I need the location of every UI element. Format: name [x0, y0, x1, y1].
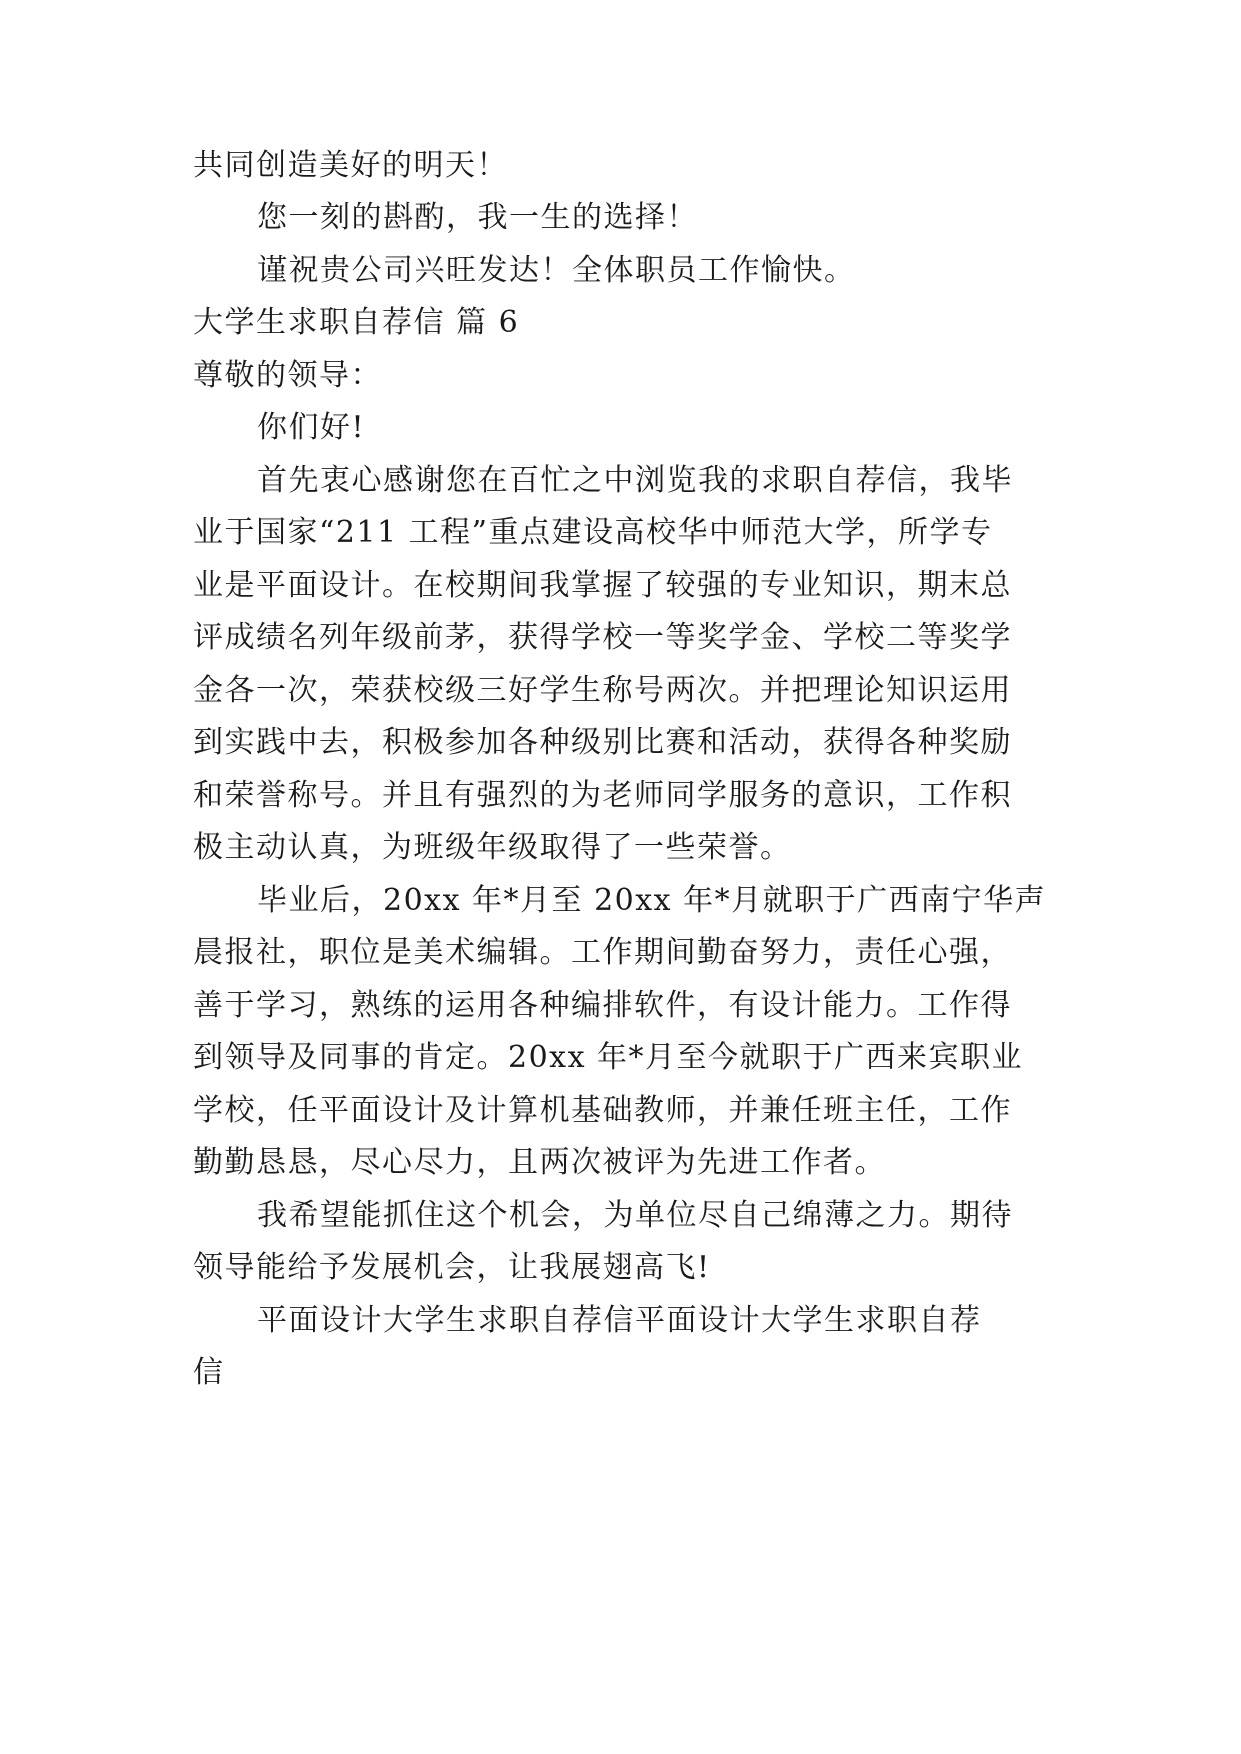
text-line: 金各一次，荣获校级三好学生称号两次。并把理论知识运用	[193, 673, 1012, 708]
text-line: 首先衷心感谢您在百忙之中浏览我的求职自荐信，我毕	[257, 463, 1013, 498]
text-line: 评成绩名列年级前茅，获得学校一等奖学金、学校二等奖学	[193, 620, 1012, 655]
text-line: 业是平面设计。在校期间我掌握了较强的专业知识，期末总	[193, 568, 1012, 603]
text-line: 勤勤恳恳，尽心尽力，且两次被评为先进工作者。	[193, 1145, 886, 1180]
text-line: 业于国家“211 工程”重点建设高校华中师范大学，所学专	[193, 515, 993, 550]
section-heading: 大学生求职自荐信 篇 6	[193, 305, 520, 340]
text-line: 毕业后，20xx 年*月至 20xx 年*月就职于广西南宁华声	[257, 883, 1047, 918]
text-line: 谨祝贵公司兴旺发达！全体职员工作愉快。	[257, 253, 856, 288]
text-line: 您一刻的斟酌，我一生的选择！	[257, 200, 698, 235]
text-line: 晨报社，职位是美术编辑。工作期间勤奋努力，责任心强，	[193, 935, 1012, 970]
text-line: 和荣誉称号。并且有强烈的为老师同学服务的意识，工作积	[193, 778, 1012, 813]
greeting: 你们好!	[257, 410, 366, 445]
salutation: 尊敬的领导：	[193, 358, 382, 393]
text-line: 我希望能抓住这个机会，为单位尽自己绵薄之力。期待	[257, 1198, 1013, 1233]
text-line: 信	[193, 1355, 225, 1390]
text-line: 共同创造美好的明天！	[193, 148, 508, 183]
text-line: 领导能给予发展机会，让我展翅高飞!	[193, 1250, 711, 1285]
text-line: 极主动认真，为班级年级取得了一些荣誉。	[193, 830, 792, 865]
text-line: 到实践中去，积极参加各种级别比赛和活动，获得各种奖励	[193, 725, 1012, 760]
text-line: 平面设计大学生求职自荐信平面设计大学生求职自荐	[257, 1303, 982, 1338]
text-line: 善于学习，熟练的运用各种编排软件，有设计能力。工作得	[193, 988, 1012, 1023]
text-line: 到领导及同事的肯定。20xx 年*月至今就职于广西来宾职业	[193, 1040, 1024, 1075]
text-line: 学校，任平面设计及计算机基础教师，并兼任班主任，工作	[193, 1093, 1012, 1128]
